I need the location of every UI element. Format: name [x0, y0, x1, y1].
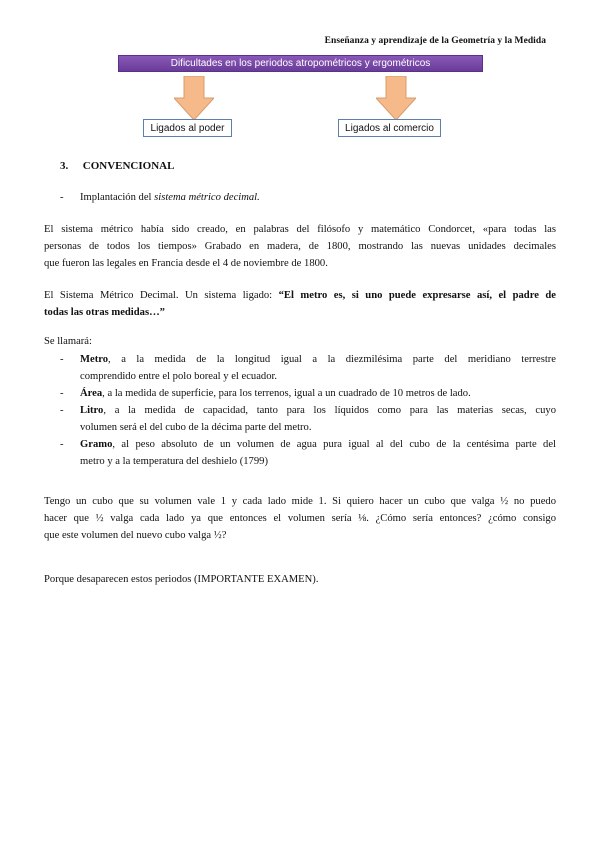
list-item-metro: - Metro, a la medida de la longitud igual a la diezmilésima parte del meridiano terrestre comprendido entre el polo boreal y el ecuador.: [60, 351, 556, 385]
paragraph-sistema-metrico: [44, 287, 556, 321]
list-item-gramo: - Gramo, al peso absoluto de un volumen de agua pura igual al del cubo de la centésima parte del metro y a la temperatura del deshielo (1799): [60, 436, 556, 470]
paragraph-examen: Porque desaparecen estos periodos (IMPORTANTE EXAMEN).: [44, 574, 319, 585]
units-list: [60, 351, 556, 470]
diagram-banner: Dificultades en los periodos atropométricos y ergométricos: [118, 55, 483, 72]
quote-line: todas las otras medidas…”: [44, 307, 165, 318]
box-ligados-poder: Ligados al poder: [143, 119, 232, 137]
paragraph-line: que este volumen del nuevo cubo valga ½?: [44, 530, 227, 541]
paragraph-line: hacer que ½ valga cada lado ya que entonces el volumen sería ⅛. ¿Cómo sería entonces? ¿cómo consigo: [44, 513, 556, 524]
unit-text: metro y a la temperatura del deshielo (1799): [80, 456, 268, 467]
unit-text: volumen será el del cubo de la décima parte del metro.: [80, 422, 312, 433]
unit-text: , a la medida de capacidad, tanto para los líquidos como para las materias secas, cuyo: [103, 405, 556, 416]
section-title: CONVENCIONAL: [82, 160, 175, 172]
bullet-implantacion: - Implantación del sistema métrico decimal.: [60, 192, 260, 203]
list-item-litro: - Litro, a la medida de capacidad, tanto para los líquidos como para las materias secas, cuyo volumen será el del cubo de la décima parte del metro.: [60, 402, 556, 436]
section-heading: [60, 160, 174, 172]
paragraph-line: que fueron las legales en Francia desde el 4 de noviembre de 1800.: [44, 258, 328, 269]
paragraph-condorcet: [44, 221, 556, 272]
paragraph-cubo: [44, 493, 556, 544]
section-number: 3.: [60, 160, 69, 172]
paragraph-line: El sistema métrico había sido creado, en palabras del filósofo y matemático Condorcet, «para todas las: [44, 224, 556, 235]
arrow-down-icon: [376, 76, 416, 120]
unit-text: , a la medida de superficie, para los terrenos, igual a un cuadrado de 10 metros de lado.: [102, 388, 471, 399]
unit-text: , a la medida de la longitud igual a la diezmilésima parte del meridiano terrestre: [108, 354, 556, 365]
se-llamara-label: Se llamará:: [44, 336, 92, 347]
list-item-area: - Área, a la medida de superficie, para los terrenos, igual a un cuadrado de 10 metros de lado.: [60, 388, 471, 399]
page-header: Enseñanza y aprendizaje de la Geometría y la Medida: [324, 36, 546, 46]
paragraph-line: personas de todos los tiempos» Grabado en madera, de 1800, mostrando las nuevas unidades decimales: [44, 241, 556, 252]
unit-term: Área: [80, 388, 103, 399]
paragraph-prefix: El Sistema Métrico Decimal. Un sistema ligado:: [44, 290, 279, 301]
unit-term: Gramo: [80, 439, 113, 450]
unit-term: Litro: [80, 405, 104, 416]
bullet-prefix: Implantación del: [80, 192, 155, 203]
paragraph-line: Tengo un cubo que su volumen vale 1 y cada lado mide 1. Si quiero hacer un cubo que valga ½ no puedo: [44, 496, 556, 507]
quote-line: “El metro es, si uno puede expresarse así, el padre de: [278, 290, 556, 301]
bullet-italic: sistema métrico decimal.: [154, 192, 260, 203]
arrow-down-icon: [174, 76, 214, 120]
unit-text: comprendido entre el polo boreal y el ecuador.: [80, 371, 278, 382]
unit-term: Metro: [80, 354, 109, 365]
box-ligados-comercio: Ligados al comercio: [338, 119, 441, 137]
unit-text: , al peso absoluto de un volumen de agua pura igual al del cubo de la centésima parte del: [112, 439, 556, 450]
